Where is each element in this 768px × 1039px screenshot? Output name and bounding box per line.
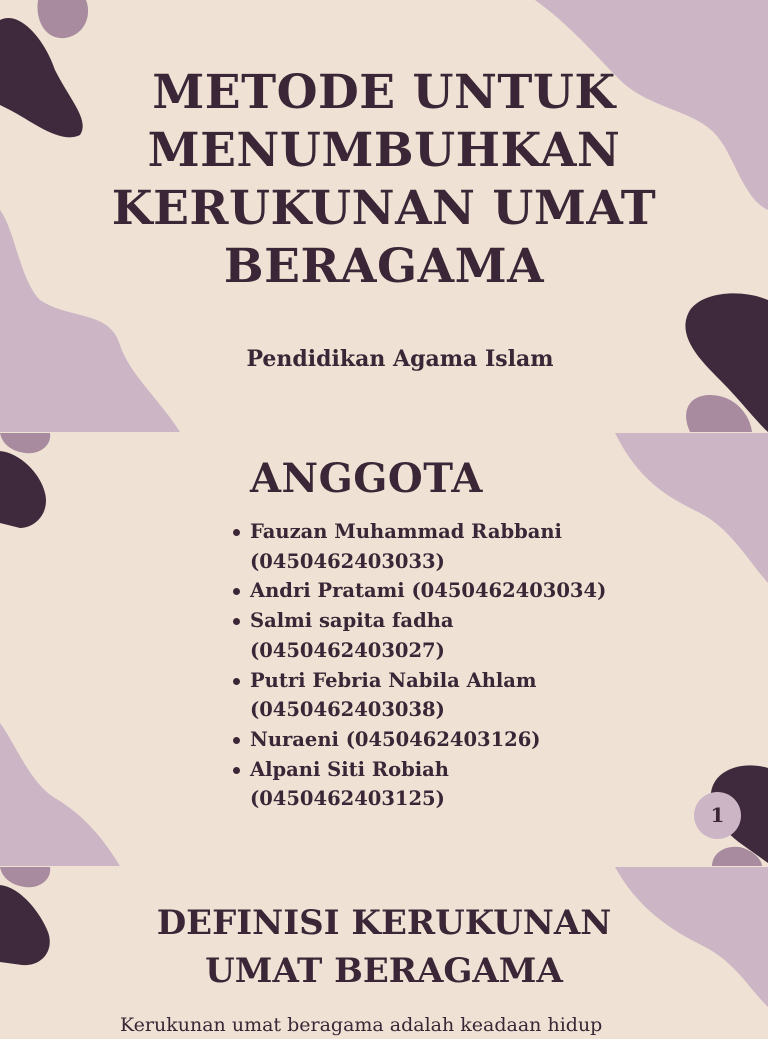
- slide-cover: [0, 0, 768, 432]
- slide-definition: [0, 867, 768, 1036]
- page-title: METODE UNTUK MENUMBUHKAN KERUKUNAN UMAT BERAGAMA: [111, 65, 657, 294]
- page-subtitle: Pendidikan Agama Islam: [246, 346, 554, 372]
- blob-top-left-mauve: [0, 433, 50, 453]
- list-item: Putri Febria Nabila Ahlam (0450462403038): [228, 666, 608, 725]
- blob-top-left-mauve: [0, 867, 50, 887]
- blob-top-right-light: [615, 867, 768, 1007]
- body-text: Kerukunan umat beragama adalah keadaan hidup: [120, 1014, 603, 1036]
- slide-members: [0, 433, 768, 866]
- blob-top-left-mauve: [37, 0, 88, 38]
- list-item: Nuraeni (0450462403126): [228, 725, 608, 755]
- list-item: Fauzan Muhammad Rabbani (0450462403033): [228, 517, 608, 576]
- blob-top-left-dark: [0, 451, 46, 528]
- blob-top-right-light: [615, 433, 768, 583]
- section-title: ANGGOTA: [250, 455, 483, 502]
- list-item: Andri Pratami (0450462403034): [228, 576, 608, 606]
- page-number-badge: 1: [694, 792, 741, 839]
- blob-bottom-left-light: [0, 723, 120, 866]
- member-list: [228, 517, 608, 814]
- blob-top-left-dark: [0, 885, 50, 965]
- list-item: Salmi sapita fadha (0450462403027): [228, 606, 608, 665]
- list-item: Alpani Siti Robiah (0450462403125): [228, 755, 608, 814]
- section-title: DEFINISI KERUKUNAN UMAT BERAGAMA: [156, 903, 612, 991]
